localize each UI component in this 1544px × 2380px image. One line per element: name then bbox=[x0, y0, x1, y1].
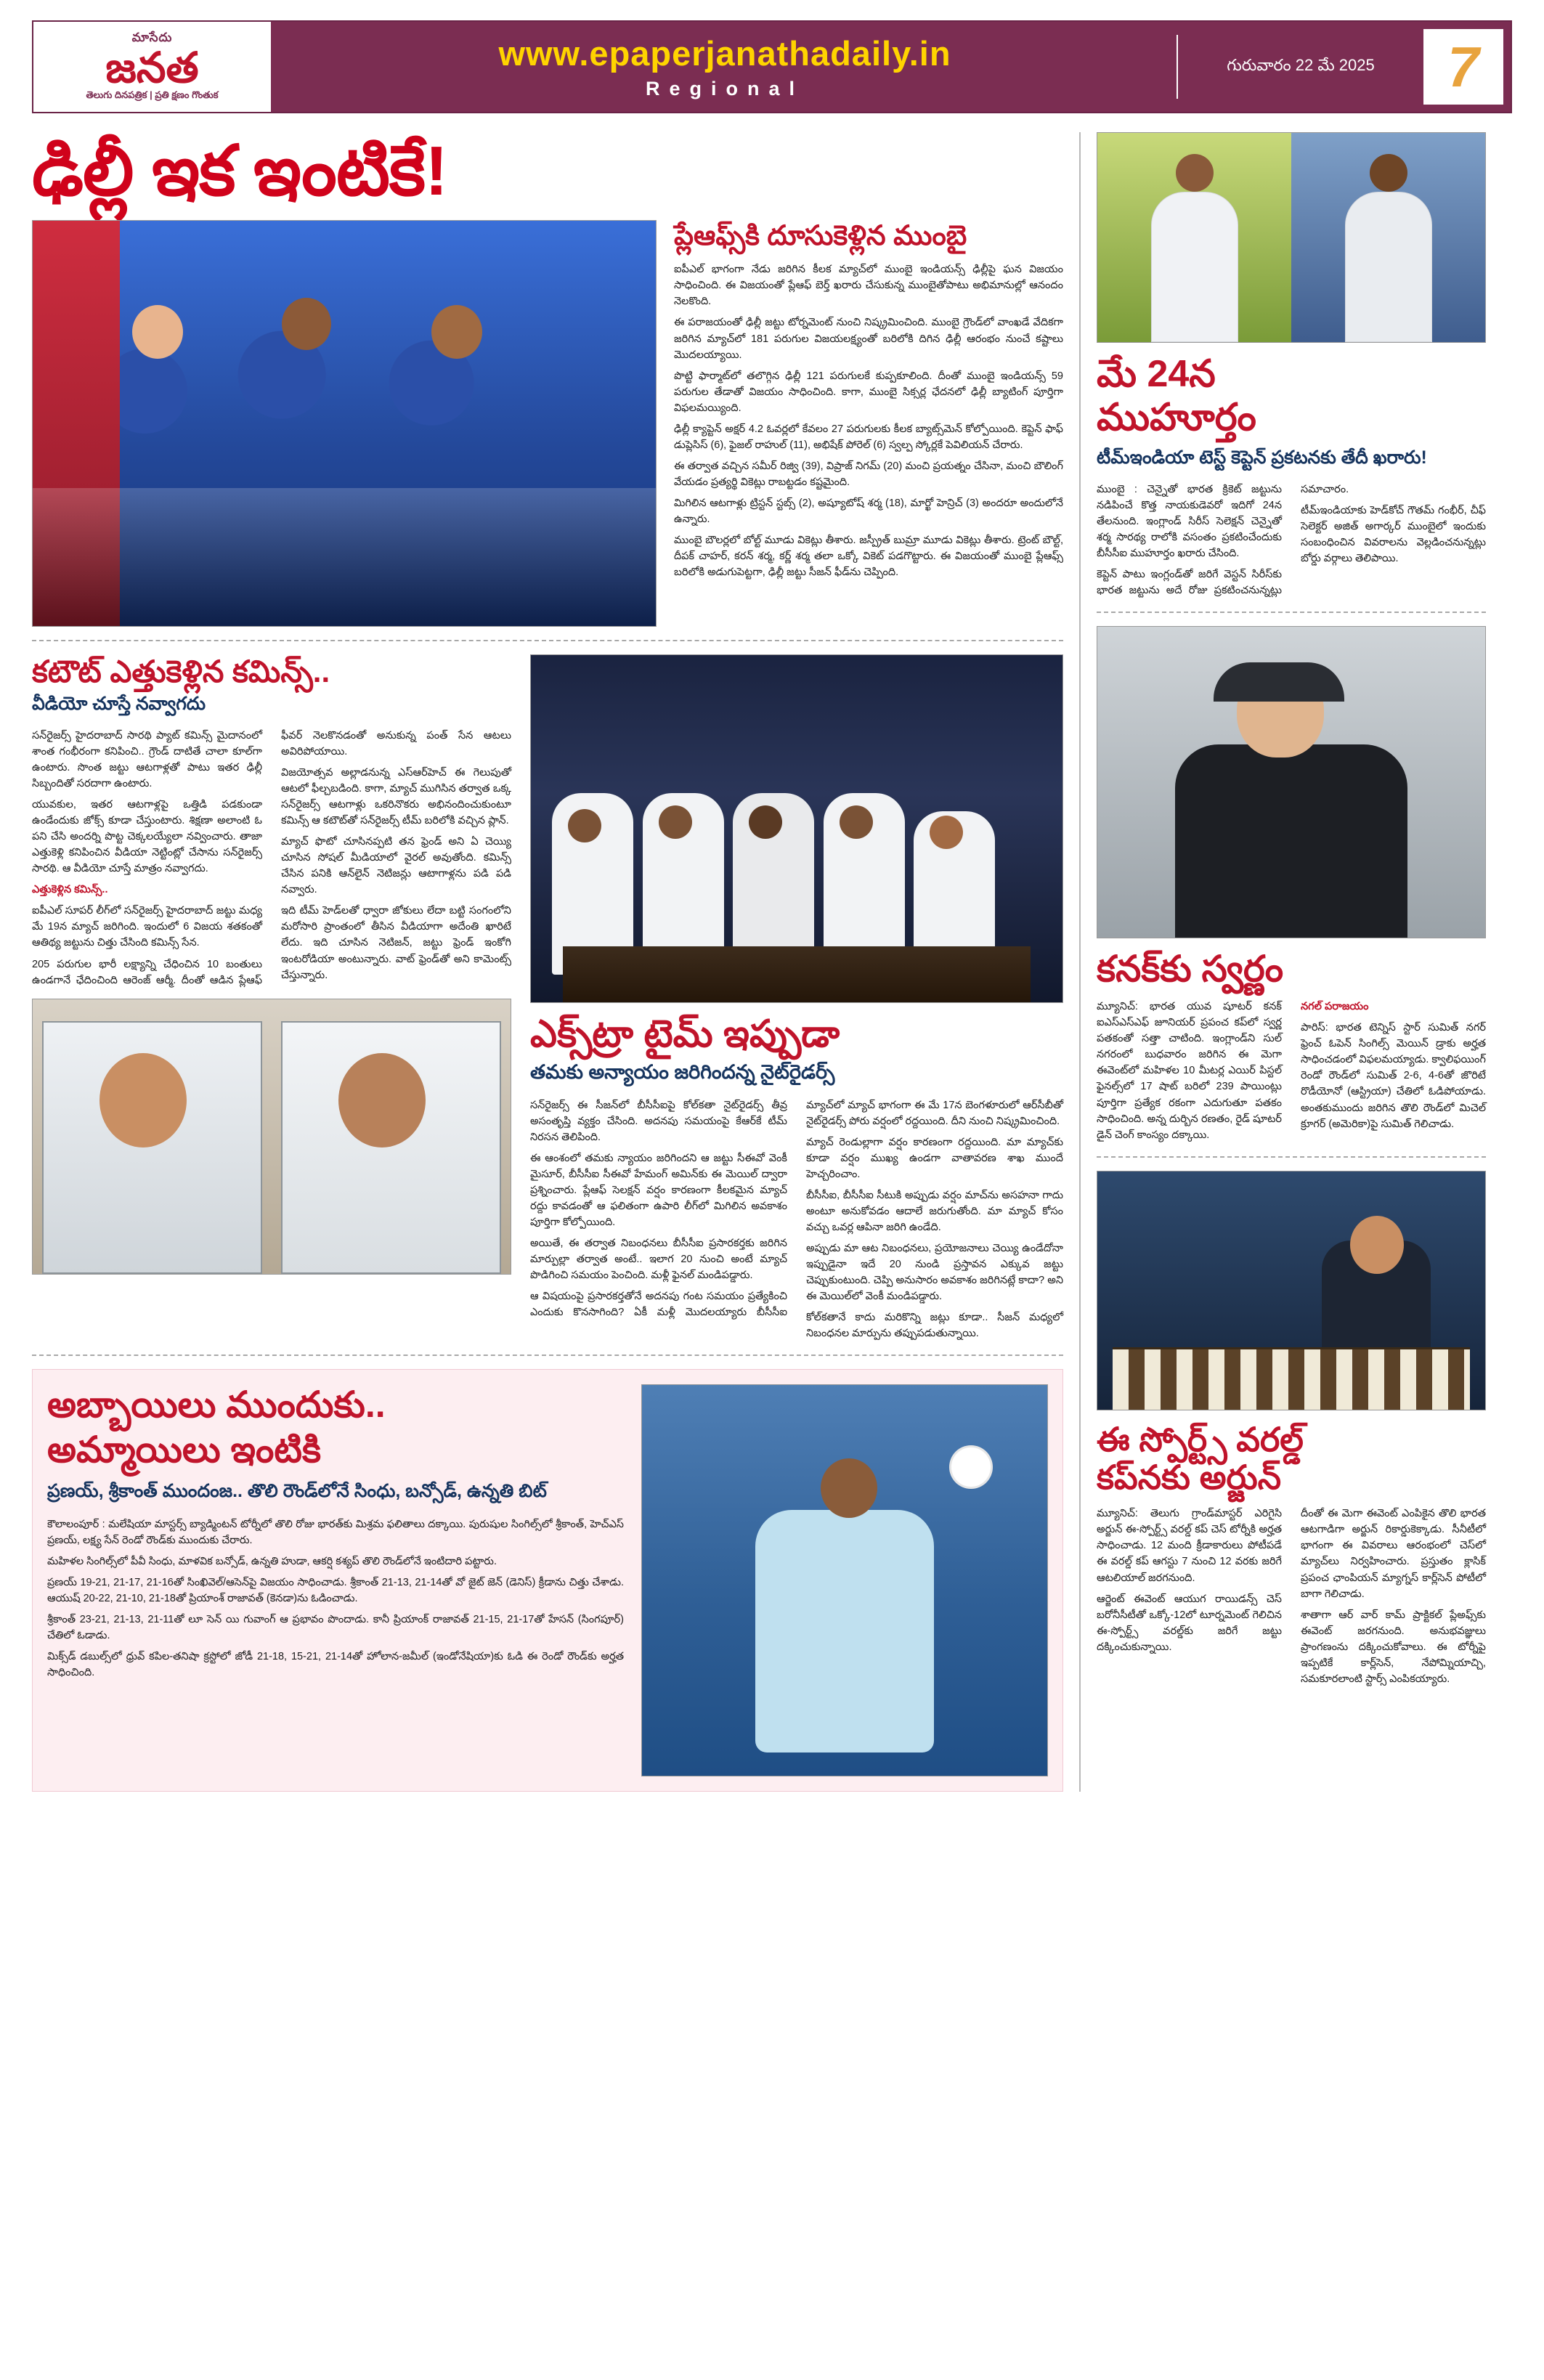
page-number: 7 bbox=[1447, 34, 1479, 99]
logo-top-text: మాసేదు bbox=[131, 30, 173, 44]
cummins-headline: కటౌట్ ఎత్తుకెళ్లిన కమిన్స్.. bbox=[32, 654, 330, 689]
divider-2 bbox=[32, 1355, 1063, 1356]
gold-story bbox=[1097, 626, 1486, 1143]
et-para-5: బీసీసీఐ, బీసీసీఐ సీటుకి అప్పుడు వర్షం మాచ్‌ను అసహనా గాదు అంటూ అనుకోవడం ఆదాలే జరుగుతోంది. మా మ్యాచ్‌ కోసం వచ్చు ఒవర్ల ఆపినా జరిగి ఉండేది. bbox=[806, 1189, 1063, 1233]
cummins-b2-2: విజయోత్సవ అల్లాడనున్న ఎస్‌ఆర్‌హెచ్‌ ఈ గెలుపుతో ఆటలో ఫీల్చబడింది. కాగా, మ్యాచ్‌ ముగిసిన తర్వాత ఒక్క సన్‌రైజర్స్‌ ఆటగాళ్లు ఒకరినొకరు అభినందించుకుంటూ కమిన్స్‌ ఆ కటౌట్‌తో సన్‌రైజర్స్‌ టీమ్‌ బరిలోకి వచ్చిన ప్లాన్‌. bbox=[281, 767, 511, 827]
main-column bbox=[32, 132, 1063, 1792]
page-content bbox=[32, 132, 1512, 1792]
extratime-headline: ఎక్స్‌ట్రా టైమ్ ఇప్పుడా bbox=[530, 1012, 840, 1055]
divider-r1 bbox=[1097, 612, 1486, 613]
cummins-para-0: సన్‌రైజర్స్‌ హైదరాబాద్‌ సారథి ప్యాట్‌ కమిన్స్‌ మైదానంలో శాంత గంభీరంగా కనిపించి.. గ్రౌండ్‌ దాటితే చాలా కూల్‌గా ఉంటారు. సొంత జట్టు ఆటగాళ్లతో పాటు ఇతర ఢిల్లీ సిబ్బందితో సరదాగా ఉంటారు. bbox=[32, 730, 262, 790]
gold-body bbox=[1097, 999, 1486, 1142]
lead-body bbox=[674, 261, 1063, 580]
issue-date: గురువారం 22 మే 2025 bbox=[1177, 35, 1423, 99]
muhurtham-story bbox=[1097, 132, 1486, 598]
es-para-1: ఆర్జెంట్‌ ఈవెంట్‌ ఆయుగ రాయిడన్స్‌ చెస్‌ బరోనీసీటీతో ఒక్కో-12లో టూర్నమెంట్‌ గెలిచిన ఈ-స్పోర్ట్స్‌ వరల్డ్‌కు జరిగే జట్టు దక్కించుకున్నాయి. bbox=[1097, 1593, 1282, 1653]
badminton-subheadline: ప్రణయ్, శ్రీకాంత్ ముందంజ.. తొలి రౌండ్‌లోనే సింధు, బన్సోడ్, ఉన్నతి బిట్ bbox=[47, 1481, 547, 1502]
esports-headline-line2: కప్‌నకు అర్జున్ bbox=[1097, 1458, 1282, 1497]
lead-story bbox=[32, 132, 1063, 627]
lead-para-1: ఈ పరాజయంతో ఢిల్లీ జట్టు టోర్నమెంట్‌ నుంచి నిష్క్రమించింది. ముంబై గ్రౌండ్‌లో వాంఖడే వేదికగా జరిగిన మ్యాచ్‌లో 181 పరుగుల విజయలక్ష్యంతో బరిలోకి దిగిన ఢిల్లీ ఆరంభం నుంచే కష్టాలు మొదలయ్యాయి. bbox=[674, 317, 1063, 361]
cummins-b2-4: ఇది టీమ్‌ హెడ్‌లతో ధ్వారా జోకులు లేదా బట్టి సంగంలోని మరోసారి ప్రాంతంలో తీసిన వీడియాగా అదేంతి ఖారిటే లేదు. ఇది చూసిన నెటిజన్‌, జట్టు ఫ్రెండ్‌ ఇంకోగి ఇంటరోడియా అంటున్నారు. వాట్‌ ఫ్రెండ్‌తో అని కామెంట్స్‌ చేస్తున్నారు. bbox=[281, 905, 511, 981]
mh-para-2: టీమ్ఇండియాకు హెడ్‌కోచ్‌ గౌతమ్‌ గంభీర్‌, చీఫ్‌ సెలెక్టర్‌ అజిత్‌ అగార్కర్‌ ముంబైలో ఇందుకు సంబంధించిన వివరాలను వెల్లడించనున్నట్లు బోర్డు వర్గాలు తెలిపాయి. bbox=[1301, 504, 1486, 564]
website-url[interactable]: www.epaperjanathadaily.in bbox=[498, 34, 951, 73]
et-para-6: అప్పుడు మా ఆట నిబంధనలు, ప్రయోజనాలు చెయ్యి ఉండేదోనా ఇప్పుడైనా ఇదే 20 నుండి ప్రస్తావన ఎక్కువ జట్టు చెప్పుకుంటుంది. చెప్పి అనుసారం అవకాశం జరిగినట్లే కాదా? అని ఈ మెయిల్‌లో వెంకీ మండిపడ్డారు. bbox=[806, 1242, 1063, 1302]
extratime-body bbox=[530, 1097, 1063, 1341]
logo-bottom-text: తెలుగు దినపత్రిక | ప్రతి క్షణం గొంతుక bbox=[86, 89, 219, 101]
bd-para-4: మిక్స్‌డ్ డబుల్స్‌లో ధ్రువ్‌ కపిల-తనిషా క్రస్టోలో జోడీ 21-18, 15-21, 21-14తో హోలాన-జమీల్‌ (ఇండోనేషియా)కు ఓడి ఈ రెండో రౌండ్‌కు అర్హత సాధించింది. bbox=[47, 1651, 624, 1679]
section-label: Regional bbox=[645, 78, 804, 99]
shuttlecock-icon bbox=[951, 1447, 991, 1487]
muhurtham-body bbox=[1097, 482, 1486, 598]
divider-1 bbox=[32, 640, 1063, 641]
chess-board bbox=[1113, 1347, 1469, 1409]
bd-para-0: కౌలాలంపూర్‌ : మలేషియా మాస్టర్స్‌ బ్యాడ్మింటన్‌ టోర్నీలో తొలి రోజు భారత్‌కు మిశ్రమ ఫలితాలు దక్కాయి. పురుషుల సింగిల్స్‌లో శ్రీకాంత్‌, హెచ్‌ఎస్‌ ప్రణయ్‌, లక్ష్య సేన్‌ రెండో రౌండ్‌కు ముందుకు చేరారు. bbox=[47, 1519, 624, 1547]
lead-para-5: మిగిలిన ఆటగాళ్లు ట్రిస్టన్‌ స్టబ్స్‌ (2), అష్యూటోష్‌ శర్మ (18), మార్ఖో హెన్రిచ్‌ (3) అందరూ అందులోనే ఉన్నారు. bbox=[674, 497, 1063, 525]
badminton-body bbox=[47, 1516, 624, 1681]
awards-group-photo bbox=[530, 654, 1063, 1003]
extra-time-story bbox=[530, 654, 1063, 1341]
badminton-headline-line2: అమ్మాయిలు ఇంటికి bbox=[47, 1429, 322, 1470]
mid-row bbox=[32, 654, 1063, 1341]
right-column bbox=[1079, 132, 1486, 1792]
divider-r2 bbox=[1097, 1156, 1486, 1158]
cummins-body bbox=[32, 728, 511, 988]
logo-main-text: జనత bbox=[105, 44, 199, 92]
bumrah-duo-photo bbox=[1097, 132, 1486, 343]
lead-para-4: ఈ తర్వాత వచ్చిన సమీర్‌ రిజ్వి (39), విప్రాజ్‌ నిగమ్‌ (20) మంచి ప్రయత్నం చేసినా, మంచి బౌలింగ్‌ వేయడం ప్రత్యర్థి వికెట్లు రాబట్టడం కష్టమైంది. bbox=[674, 460, 1063, 488]
page-number-box bbox=[1423, 29, 1503, 105]
es-para-0: మ్యూనిచ్‌: తెలుగు గ్రాండ్‌మాస్టర్‌ ఎరిగైసి అర్జున్‌ ఈ-స్పోర్ట్స్‌ వరల్డ్‌ కప్‌ చెస్‌ టోర్నీకి అర్హత సాధించాడు. 12 మంది క్రీడాకారులు పోటీపడే ఈ వరల్డ్‌ కప్‌ ఆగస్టు 7 నుంచి 12 వరకు జరిగే ఆటలియాల్‌ జరగనుంది. bbox=[1097, 1508, 1282, 1584]
lead-para-3: ఢిల్లీ క్యాప్టెన్‌ అక్షర్‌ 4.2 ఓవర్లలో కేవలం 27 పరుగులకు కీలక బ్యాట్స్‌మెన్‌ కోల్పోయింది. కెప్టెన్‌ ఫాఫ్‌ డుప్లెసిస్‌ (6), ఫైజల్‌ రాహుల్‌ (11), అభిషేక్‌ పోరెల్‌ (6) స్వల్ప స్కోర్లకే పెవిలియన్‌ చేరారు. bbox=[674, 423, 1063, 451]
et-para-7: కోల్‌కతానే కాదు మరికొన్ని జట్లు కూడా.. సీజన్‌ మధ్యలో నిబంధనల మార్పును తప్పుపడుతున్నాయి. bbox=[806, 1311, 1063, 1339]
cummins-para-1: యువకుల, ఇతర ఆటగాళ్లపై ఒత్తిడి పడకుండా ఉండేందుకు జోక్స్‌ కూడా చేస్తుంటారు. శిక్షణా అలాంటి ఓ పని చేసి అందర్ని పొట్ట చెక్కలయ్యేలా నవ్వించారు. తాజా ఎత్తుకెళ్లి కనిపించిన వీడియా నెట్టింట్లో చేసాను సన్‌రైజర్స్‌ సారథి. ఆ వీడియో చూస్తే మాత్రం నవ్వాగదు. bbox=[32, 799, 262, 875]
mh-para-1: కెప్టెన్‌ పాటు ఇంగ్లండ్‌తో జరిగే వెస్టన్‌ సిరీస్‌కు భారత జట్టును అదే రోజు ప్రకటించనున్నట్లు సమాచారం. bbox=[1097, 483, 1349, 596]
chess-photo bbox=[1097, 1171, 1486, 1410]
masthead-center bbox=[273, 22, 1177, 112]
cummins-b2-1: 205 పరుగుల భారీ లక్ష్యాన్ని చేధించిన 10 బంతులు ఉండగానే ఛేదించింది ఆరెంజ్‌ ఆర్మీ. దీంతో ఆడిన ప్లేఆఫ్‌ ఫీవర్‌ నెలకొనడంతో అనుకున్న పంత్‌ సేన ఆటలు అవిరిపోయాయి. bbox=[32, 730, 511, 986]
et-para-2: అయితే, ఈ తర్వాత నిబంధనలు బీసీసీఐ ప్రసారకర్తకు జరిగిన మార్పుల్లా తర్వాత అంటే.. ఇలాగ 20 నుంచి అంటే మ్యాచ్‌ పొడిగించి సమయం పెంచింది. మళ్లీ ఫైనల్‌ మండిపడ్డారు. bbox=[530, 1237, 787, 1281]
muhurtham-headline-line1: మే 24న bbox=[1097, 353, 1216, 395]
gold-para-0: మ్యూనిచ్‌: భారత యువ షూటర్‌ కనక్‌ ఐఎస్‌ఎస్‌ఎఫ్‌ జూనియర్‌ ప్రపంచ కప్‌లో స్వర్ణ పతకంతో సత్తా చాటింది. ఇంగ్లాండ్‌ని సుల్‌ నగరంలో బుధవారం జరిగిన ఈ మెగా ఈవెంట్‌లో మహిళల 10 మీటర్ల ఎయిర్‌ పిస్టల్‌ ఫైనల్స్‌లో 17 షాట్‌ బరిలో 239 పాయింట్లు పూర్తిగా ప్రత్యేక రకంగా ఎదుగుతూ పతకం సాధించింది. అన్న దుర్బిన రణతం, రైడ్‌ షూటర్‌ డైన్‌ చెంగ్‌ కాంస్యం దక్కాయి. bbox=[1097, 1001, 1282, 1141]
es-para-2: దీంతో ఈ మెగా ఈవెంట్‌ ఎంపికైన తొలి భారత ఆటగాడిగా అర్జున్‌ రికార్డుకెక్కాడు. సీనీటీలో భాగంగా ఈ వివరాలు ఆరంభంలో చెస్‌లో మ్యాచ్‌లు నిర్వహించారు. ప్రస్తుతం క్లాసిక్‌ ప్రపంచ ఛాంపియన్‌ మ్యాగ్నస్‌ కార్ల్‌సెన్‌ పోటీలో బాగా గెలిచాడు. bbox=[1301, 1508, 1486, 1600]
lead-para-0: ఐపీఎల్‌ భాగంగా నేడు జరిగిన కీలక మ్యాచ్‌లో ముంబై ఇండియన్స్‌ ఢిల్లీపై ఘన విజయం సాధించింది. ఈ విజయంతో ప్లేఆఫ్‌ బెర్త్‌ ఖరారు చేసుకున్న ముంబైతోపాటు అభిమానుల్లో ఆనందం నెలకొంది. bbox=[674, 264, 1063, 308]
badminton-headline-line1: అబ్బాయిలు ముందుకు.. bbox=[47, 1384, 386, 1426]
masthead bbox=[32, 20, 1512, 113]
cummins-b2-3: మ్యాచ్‌ ఫొటో చూసినప్పటి తన ఫ్రెండ్‌ అని ఏ చెయ్యి చూసిన సోషల్‌ మీడియాలో వైరల్‌ అవుతోంది. కమిన్స్‌ చేసిన పనికి ఆన్‌లైన్‌ నెటిజన్లు ఆటాగాళ్లను పడి పడి నవ్వారు. bbox=[281, 836, 511, 896]
gold-headline: కనక్‌కు స్వర్ణం bbox=[1097, 948, 1284, 989]
esports-headline-line1: ఈ స్పోర్ట్స్ వరల్డ్ bbox=[1097, 1420, 1304, 1458]
bd-para-2: ప్రణయ్‌ 19-21, 21-17, 21-16తో సింఖివెల్‌/ఆసెన్‌పై విజయం సాధించాడు. శ్రీకాంత్‌ 21-13, 21-14తో వో జైట్‌ జెన్‌ (డెనిస్‌) క్రీడాను చిత్తు చేశాడు. ఆయుష్‌ 20-22, 21-10, 21-18తో ప్రియాంశ్‌ రాజావత్‌ (కెనడా)ను ఓడించాడు. bbox=[47, 1577, 624, 1605]
muhurtham-headline-line2: ముహూర్తం bbox=[1097, 396, 1256, 439]
et-para-0: సన్‌రైజర్స్‌ ఈ సీజన్‌లో బీసీసీఐపై కోల్‌కతా నైట్‌రైడర్స్‌ తీవ్ర అసంతృప్తి వ్యక్తం చేసింది. అదనపు సమయంపై కేఆర్‌కే టీమ్‌ నిరసన తెలిపింది. bbox=[530, 1099, 787, 1143]
es-para-3: శాతాగా ఆర్‌ వార్‌ కామ్‌ ప్రాక్టికల్‌ ప్లేఅఫ్స్‌కు ఈవెంట్‌ జరగనుంది. అనుభవజ్ఞులు ప్రాంగణంను దక్కించుకోవాలు. ఈ టోర్నీపై ఇప్పటికే కార్ల్‌సెన్‌, నేపోమ్నియాచ్చి, సమకూరలాంటి స్టార్స్‌ ఎంపికయ్యారు. bbox=[1301, 1609, 1486, 1685]
lead-para-6: ముంబై బౌలర్లలో బోల్ట్‌ మూడు వికెట్లు తీశారు. జస్ప్రీత్‌ బుమ్రా మూడు వికెట్లు తీశారు. ట్రెంట్‌ బౌల్ట్‌, దీపక్‌ చాహర్‌, కరన్‌ శర్మ, కర్ణ్‌ శర్మ తలా ఒక్కో వికెట్‌ పడగొట్టారు. ఈ విజయంతో ముంబై ప్లేఆఫ్స్‌ బరిలోకి అడుగుపెట్టగా, ఢిల్లీ జట్టు సీజన్‌ ఫీడ్‌ను చెప్పింది. bbox=[674, 534, 1063, 578]
lead-para-2: పొట్టి ఫార్మాట్‌లో తలొగ్గిన ఢిల్లీ 121 పరుగులకే కుప్పకూలింది. దీంతో ముంబై ఇండియన్స్‌ 59 పరుగుల తేడాతో విజయం సాధించింది. కాగా, ముంబై సిక్సర్ల ఛేదనలో ఢిల్లీ బ్యాటింగ్‌ పూర్తిగా విఫలమయ్యింది. bbox=[674, 370, 1063, 414]
gold-sub-label: నగల్‌ పరాజయం bbox=[1301, 1001, 1369, 1013]
bd-para-1: మహిళల సింగిల్స్‌లో పీవీ సింధు, మాళవిక బన్సోడ్‌, ఉన్నతి హుడా, ఆకర్షి కశ్యప్‌ తొలి రౌండ్‌లోనే ఇంటిదారి పట్టారు. bbox=[47, 1556, 497, 1568]
newspaper-page bbox=[0, 20, 1544, 2380]
et-para-1: ఈ ఆంశంలో తమకు న్యాయం జరిగిందని ఆ జట్టు సీఈవో వెంకీ మైసూర్‌, బీసీసీఐ సీఈవో హేమంగ్‌ అమిన్‌కు ఈ మెయిల్‌ ద్వారా ప్రశ్నించారు. ప్లేఆఫ్‌ సెలక్షన్‌ వర్షం కారణంగా కీలకమైన మ్యాచ్‌ రద్దు కావడంతో ఆ ఫలితంగా ఉపారి లీగ్‌లో మిగిలిన అవకాశం పూర్తిగా కోల్పోయింది. bbox=[530, 1152, 787, 1228]
cummins-story bbox=[32, 654, 511, 1341]
newspaper-logo bbox=[33, 22, 273, 112]
mh-para-0: ముంబై : చెన్నైతో భారత క్రికెట్‌ జట్టును నడిపించే కొత్త నాయకుడెవరో ఇదిగో 24న తేలనుంది. ఇంగ్లాండ్‌ సిరీస్‌ సెలెక్షన్‌ చెన్నైతో శర్మ సారథ్య రాలోకి వసంతం ప్రకటించేందుకు బీసీసీఐ ముహూర్తం ఖరారు చేసింది. bbox=[1097, 483, 1282, 559]
fans-cutout-photo bbox=[32, 999, 511, 1275]
muhurtham-subheadline: టీమ్ఇండియా టెస్ట్ కెప్టెన్ ప్రకటనకు తేదీ ఖరారు! bbox=[1097, 447, 1427, 468]
cummins-subheadline: వీడియో చూస్తే నవ్వాగదు bbox=[32, 694, 206, 715]
lead-headline: ఢిల్లీ ఇక ఇంటికే! bbox=[32, 132, 448, 210]
badminton-story bbox=[32, 1369, 1063, 1792]
esports-story bbox=[1097, 1171, 1486, 1687]
extratime-subheadline: తమకు అన్యాయం జరిగిందన్న నైట్‌రైడర్స్ bbox=[530, 1060, 835, 1083]
cummins-b2-0: ఐపీఎల్‌ సూపర్‌ లీగ్‌లో సన్‌రైజర్స్‌ హైదరాబాద్‌ జట్టు మధ్య మే 19న మ్యాచ్‌ జరిగింది. ఇందులో 6 విజయ శతకంతో ఆతిథ్య జట్టును చిత్తు చేసింది కమిన్స్‌ సేన. bbox=[32, 905, 262, 949]
badminton-photo bbox=[641, 1384, 1048, 1776]
lead-photo-mumbai-indians bbox=[32, 220, 657, 627]
lead-subheadline: ప్లేఆఫ్స్‌కి దూసుకెళ్లిన ముంబై bbox=[674, 220, 967, 251]
et-para-4: మ్యాచ్‌ రెండుల్లాగా వర్షం కారణంగా రద్దయింది. మా మ్యాచ్‌కు కూడా వర్షం ముఖ్య ఉండగా వాతావరణ శాఖ ముందే హెచ్చరించాం. bbox=[806, 1136, 1063, 1180]
bd-para-3: శ్రీకాంత్‌ 23-21, 21-13, 21-11తో లూ సెన్‌ యి గువాంగ్‌ ఆ ప్రభావం పొందాడు. కానీ ప్రియాంక్‌ రాజావత్‌ 21-15, 21-17తో హేసన్‌ (సింగపూర్‌) చేతిలో ఓడాడు. bbox=[47, 1614, 624, 1642]
gold-para2-0: పారిస్‌: భారత టెన్నిస్‌ స్టార్‌ సుమిత్‌ నగర్‌ ఫ్రెంచ్‌ ఓపెన్‌ సింగిల్స్‌ మెయిన్‌ డ్రాకు అర్హత సాధించడంలో విఫలమయ్యాడు. క్వాలిఫయింగ్‌ రెండో రౌండ్‌లో సుమిత్‌ 2-6, 4-6తో జొరిటే రొడీయోనో (ఆస్ట్రియా) చేతిలో ఓడిపోయాడు. అంతకుముందు జరిగిన తొలి రౌండ్‌లో మిచెల్‌ క్రూగర్‌ (అమెరికా)పై సుమిత్‌ గెలిచాడు. bbox=[1301, 1022, 1486, 1130]
et-para-3: ఆ విషయంపై ప్రసారకర్తతోనే అదనపు గంట సమయం ప్రత్యేకించి ఎందుకు కొనసాగింది? ఏకీ మళ్లీ మొదలయ్యారు బీసీసీఐ మ్యాచ్‌లో మ్యాచ్‌ భాగంగా ఈ మే 17న బెంగళూరులో ఆర్‌సీబీతో నైట్‌రైడర్స్‌ పోరు వర్షంలో రద్దయింది. దీని నుంచి నిష్క్రమించింది. bbox=[530, 1099, 1063, 1318]
shooter-photo bbox=[1097, 626, 1486, 938]
esports-body bbox=[1097, 1506, 1486, 1686]
cummins-section2-head: ఎత్తుకెళ్లిన కమిన్స్.. bbox=[32, 884, 108, 896]
